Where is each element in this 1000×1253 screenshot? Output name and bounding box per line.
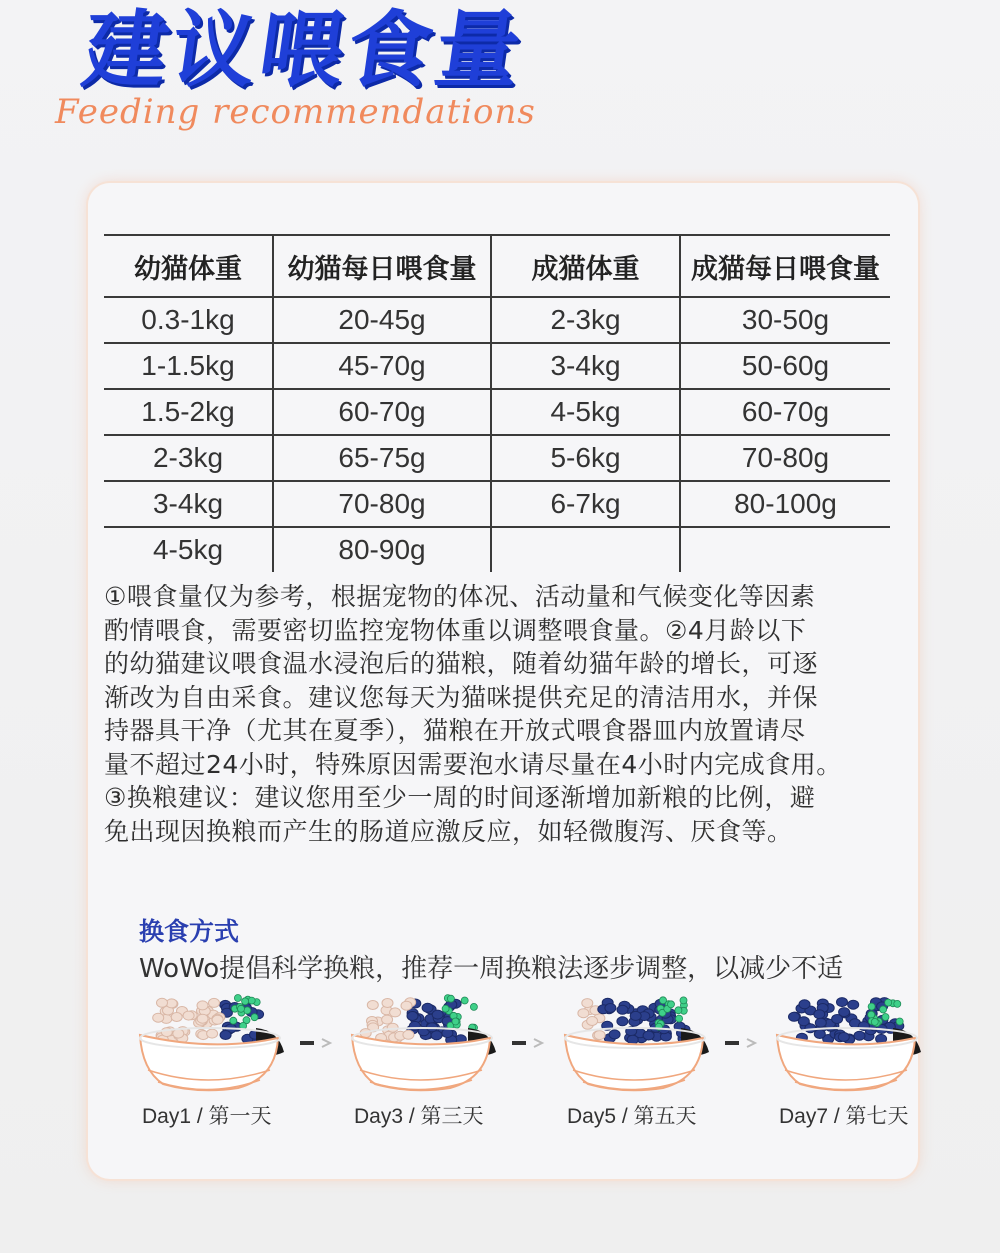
table-row [104, 297, 890, 343]
table-cell: 45-70g [273, 343, 491, 389]
table-cell [491, 527, 680, 572]
table-cell: 70-80g [273, 481, 491, 527]
table-cell: 3-4kg [491, 343, 680, 389]
table-row [104, 435, 890, 481]
table-row [104, 343, 890, 389]
header-adult-daily: 成猫每日喂食量 [680, 235, 890, 297]
table-cell: 70-80g [680, 435, 890, 481]
table-cell: 60-70g [680, 389, 890, 435]
arrow-right-icon [725, 1036, 759, 1050]
table-cell: 5-6kg [491, 435, 680, 481]
note-line: 量不超过24小时，特殊原因需要泡水请尽量在4小时内完成食用。 [104, 749, 842, 779]
table-cell: 4-5kg [491, 389, 680, 435]
arrow-right-icon [512, 1036, 546, 1050]
table-cell: 50-60g [680, 343, 890, 389]
table-cell: 1-1.5kg [104, 343, 273, 389]
header-kitten-daily: 幼猫每日喂食量 [273, 235, 491, 297]
day-label: Day5 / 第五天 [567, 1105, 697, 1128]
food-bowl-day5-icon [563, 990, 713, 1095]
table-cell: 2-3kg [104, 435, 273, 481]
note-line: 渐改为自由采食。建议您每天为猫咪提供充足的清洁用水，并保 [104, 682, 819, 712]
table-row [104, 527, 890, 572]
table-cell: 80-90g [273, 527, 491, 572]
table-cell: 20-45g [273, 297, 491, 343]
table-row [104, 481, 890, 527]
note-line: ③换粮建议：建议您用至少一周的时间逐渐增加新粮的比例，避 [104, 783, 816, 812]
note-line: 酌情喂食，需要密切监控宠物体重以调整喂食量。②4月龄以下 [104, 615, 807, 645]
day-label: Day3 / 第三天 [354, 1105, 484, 1128]
note-line: 持器具干净（尤其在夏季），猫粮在开放式喂食器皿内放置请尽 [104, 716, 806, 745]
note-line: 免出现因换粮而产生的肠道应激反应，如轻微腹泻、厌食等。 [104, 816, 793, 846]
note-line: 的幼猫建议喂食温水浸泡后的猫粮，随着幼猫年龄的增长，可逐 [104, 649, 819, 678]
page-subtitle: Feeding recommendations [55, 92, 536, 132]
food-bowl-day3-icon [350, 990, 500, 1095]
switching-title: 换食方式 [139, 917, 240, 946]
day-label: Day7 / 第七天 [779, 1105, 909, 1128]
food-bowl-day7-icon [775, 990, 925, 1095]
header-kitten-weight: 幼猫体重 [104, 235, 273, 297]
page-title: 建议喂食量 [77, 1, 531, 99]
switching-description: WoWo提倡科学换粮，推荐一周换粮法逐步调整，以减少不适 [139, 954, 844, 984]
table-cell: 65-75g [273, 435, 491, 481]
table-cell: 2-3kg [491, 297, 680, 343]
table-cell [680, 527, 890, 572]
feeding-notes [104, 580, 904, 848]
table-row [104, 389, 890, 435]
table-cell: 4-5kg [104, 527, 273, 572]
table-cell: 80-100g [680, 481, 890, 527]
table-cell: 6-7kg [491, 481, 680, 527]
food-bowl-day1-icon [138, 990, 288, 1095]
table-cell: 3-4kg [104, 481, 273, 527]
table-header-row [104, 235, 890, 297]
header-adult-weight: 成猫体重 [491, 235, 680, 297]
note-line: ①喂食量仅为参考，根据宠物的体况、活动量和气候变化等因素 [104, 582, 816, 611]
table-cell: 0.3-1kg [104, 297, 273, 343]
feeding-table [104, 234, 890, 572]
day-label: Day1 / 第一天 [142, 1105, 272, 1128]
table-cell: 30-50g [680, 297, 890, 343]
table-cell: 1.5-2kg [104, 389, 273, 435]
table-cell: 60-70g [273, 389, 491, 435]
arrow-right-icon [300, 1036, 334, 1050]
